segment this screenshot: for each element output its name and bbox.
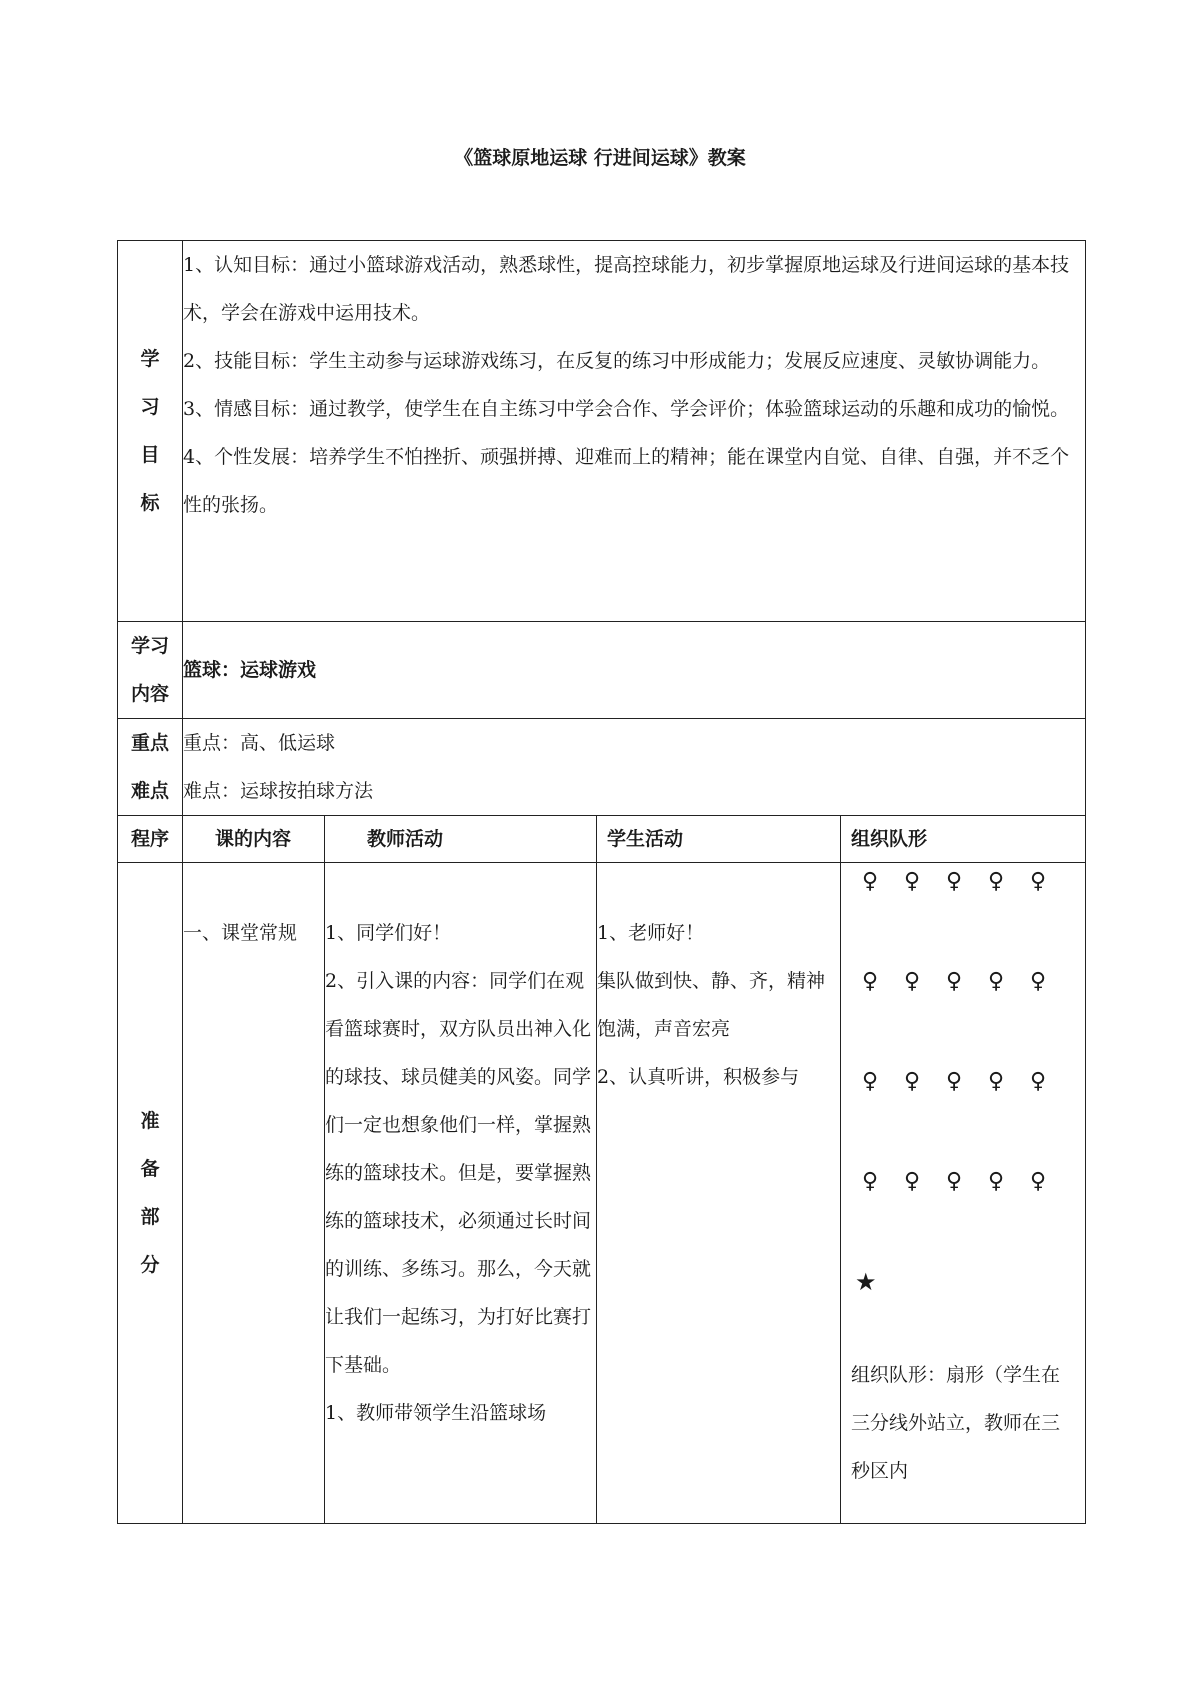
student-symbol-icon: ♀ (1029, 1169, 1047, 1194)
student-symbol-icon: ♀ (903, 1169, 921, 1194)
student-symbol-icon: ♀ (1029, 869, 1047, 894)
col-header-formation: 组织队形 (841, 816, 1086, 863)
student-symbol-icon: ♀ (903, 1069, 921, 1094)
preparation-content: 一、课堂常规 (183, 863, 325, 1524)
student-line: 集队做到快、静、齐，精神饱满，声音宏亮 (597, 970, 826, 1040)
column-header-row (118, 816, 1086, 863)
learning-goals-content (183, 241, 1086, 622)
col-header-procedure: 程序 (118, 816, 183, 863)
preparation-row (118, 863, 1086, 1524)
learning-goals-row (118, 241, 1086, 622)
student-symbol-icon: ♀ (945, 869, 963, 894)
preparation-formation (841, 863, 1086, 1524)
learning-content-value: 篮球：运球游戏 (183, 622, 1086, 719)
formation-row (841, 1063, 1085, 1163)
difficulty-point: 难点：运球按拍球方法 (183, 780, 374, 802)
goal-item: 2、技能目标：学生主动参与运球游戏练习，在反复的练习中形成能力；发展反应速度、灵敏协调能力。 (183, 350, 1051, 372)
key-point: 重点：高、低运球 (183, 732, 336, 754)
student-symbol-icon: ♀ (903, 869, 921, 894)
student-line: 2、认真听讲，积极参与 (597, 1066, 800, 1088)
formation-note: 组织队形：扇形（学生在三分线外站立，教师在三秒区内 (851, 1364, 1061, 1482)
student-symbol-icon: ♀ (987, 969, 1005, 994)
goal-item: 1、认知目标：通过小篮球游戏活动，熟悉球性，提高控球能力，初步掌握原地运球及行进间运球的基本技术，学会在游戏中运用技术。 (183, 254, 1070, 324)
formation-row (841, 963, 1085, 1063)
student-symbol-icon: ♀ (861, 869, 879, 894)
student-symbol-icon: ♀ (987, 869, 1005, 894)
page-title: 《篮球原地运球 行进间运球》教案 (454, 147, 746, 169)
goal-item: 4、个性发展：培养学生不怕挫折、顽强拼搏、迎难而上的精神；能在课堂内自觉、自律、自强，并不乏个性的张扬。 (183, 446, 1070, 516)
learning-goals-label: 学 习 目 标 (118, 241, 183, 622)
student-symbol-icon: ♀ (1029, 1069, 1047, 1094)
student-symbol-icon: ♀ (987, 1069, 1005, 1094)
key-points-label: 重点 难点 (118, 719, 183, 816)
student-symbol-icon: ♀ (861, 1069, 879, 1094)
preparation-teacher-activity (325, 863, 597, 1524)
learning-content-label: 学习 内容 (118, 622, 183, 719)
key-points-content (183, 719, 1086, 816)
formation-diagram (841, 863, 1085, 1263)
student-symbol-icon: ♀ (987, 1169, 1005, 1194)
col-header-content: 课的内容 (183, 816, 325, 863)
student-symbol-icon: ♀ (945, 1169, 963, 1194)
formation-row (841, 863, 1085, 963)
student-symbol-icon: ♀ (945, 1069, 963, 1094)
preparation-student-activity (597, 863, 841, 1524)
learning-content-row (118, 622, 1086, 719)
teacher-line: 1、同学们好！ (325, 922, 452, 944)
preparation-label: 准 备 部 分 (118, 863, 183, 1524)
student-symbol-icon: ♀ (903, 969, 921, 994)
lesson-plan-table (117, 240, 1086, 1524)
formation-row (841, 1163, 1085, 1263)
teacher-star-icon: ★ (855, 1268, 877, 1296)
goal-item: 3、情感目标：通过教学，使学生在自主练习中学会合作、学会评价；体验篮球运动的乐趣和成功的愉悦。 (183, 398, 1070, 420)
student-symbol-icon: ♀ (1029, 969, 1047, 994)
col-header-teacher: 教师活动 (325, 816, 597, 863)
col-header-student: 学生活动 (597, 816, 841, 863)
student-symbol-icon: ♀ (861, 1169, 879, 1194)
key-points-row (118, 719, 1086, 816)
student-symbol-icon: ♀ (945, 969, 963, 994)
student-symbol-icon: ♀ (861, 969, 879, 994)
teacher-line: 2、引入课的内容：同学们在观看篮球赛时，双方队员出神入化的球技、球员健美的风姿。同学们一定也想象他们一样，掌握熟练的篮球技术。但是，要掌握熟练的篮球技术，必须通过长时间的训练、多练习。那么，今天就让我们一起练习，为打好比赛打下基础。 (325, 970, 592, 1376)
teacher-line: 1、教师带领学生沿篮球场 (325, 1402, 547, 1424)
student-line: 1、老师好！ (597, 922, 705, 944)
